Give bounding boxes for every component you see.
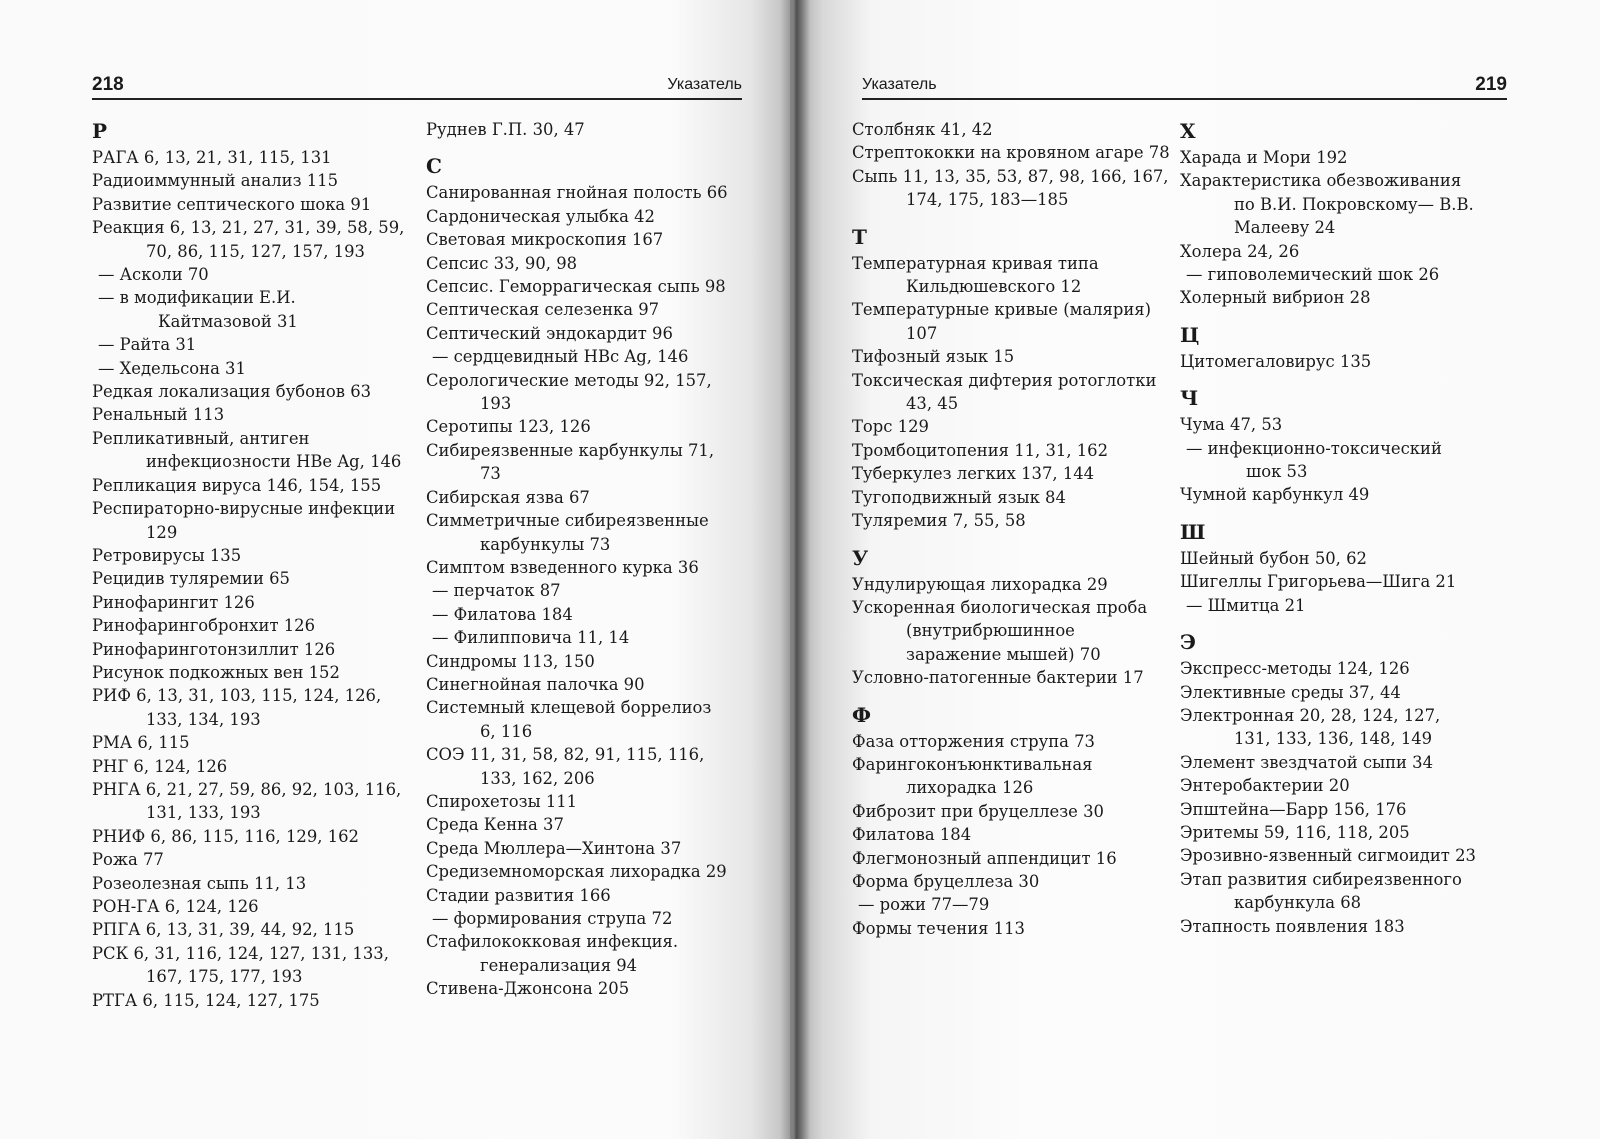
index-entry: Симметричные сибиреязвенные карбункулы 73 [426, 511, 709, 554]
index-entry: Синдромы 113, 150 [426, 651, 595, 671]
index-entry: Формы течения 113 [852, 918, 1025, 938]
index-entry: Экспресс-методы 124, 126 [1180, 659, 1410, 679]
section-letter: Ш [1180, 519, 1206, 544]
index-entry: Стафилококковая инфекция. генерализация 94 [426, 932, 679, 975]
section-letter: С [426, 154, 442, 179]
index-entry: Эрозивно-язвенный сигмоидит 23 [1180, 846, 1476, 866]
index-entry: Ринофарингобронхит 126 [92, 616, 316, 636]
index-entry: Этап развития сибиреязвенного карбункула 68 [1180, 869, 1462, 913]
left-running-title: Указатель [667, 76, 742, 93]
index-entry: Температурная кривая типа Кильдюшевского 12 [852, 253, 1099, 297]
index-entry: Электронная 20, 28, 124, 127, 131, 133, 136, 148, 149 [1180, 705, 1441, 749]
right-page-number: 219 [1475, 74, 1507, 95]
index-entry: РНИФ 6, 86, 115, 116, 129, 162 [92, 826, 359, 846]
index-entry: РОН-ГА 6, 124, 126 [92, 897, 259, 916]
index-entry: Руднев Г.П. 30, 47 [426, 120, 585, 139]
index-entry: Флегмонозный аппендицит 16 [852, 848, 1117, 868]
index-entry: Среда Кенна 37 [426, 815, 564, 835]
index-entry: Сепсис. Геморрагическая сыпь 98 [426, 277, 726, 297]
index-entry: Ундулирующая лихорадка 29 [852, 574, 1108, 594]
index-entry: Элективные среды 37, 44 [1180, 682, 1401, 702]
index-entry: Туберкулез легких 137, 144 [852, 464, 1095, 484]
index-entry: Симптом взведенного курка 36 [426, 557, 699, 577]
index-subentry: — Асколи 70 [98, 265, 209, 285]
index-entry: Холерный вибрион 28 [1180, 288, 1371, 308]
index-entry: Ускоренная биологическая проба (внутрибрюшинное заражение мышей) 70 [852, 597, 1148, 664]
section-letter: Р [92, 119, 108, 143]
index-entry: Условно-патогенные бактерии 17 [852, 668, 1144, 688]
index-entry: РАГА 6, 13, 21, 31, 115, 131 [92, 148, 332, 167]
index-entry: Ринофаринготонзиллит 126 [92, 639, 336, 659]
index-entry: Энтеробактерии 20 [1180, 776, 1350, 796]
index-entry: Системный клещевой боррелиоз 6, 116 [426, 698, 712, 741]
index-subentry: — сердцевидный HBc Ag, 146 [432, 347, 689, 367]
left-page-header [92, 70, 742, 100]
index-entry: РТГА 6, 115, 124, 127, 175 [92, 990, 320, 1010]
index-entry: Торс 129 [852, 417, 929, 437]
index-entry: Цитомегаловирус 135 [1180, 351, 1372, 371]
index-entry: Туляремия 7, 55, 58 [852, 511, 1026, 531]
index-entry: СОЭ 11, 31, 58, 82, 91, 115, 116, 133, 162, 206 [426, 745, 705, 788]
index-column-2 [426, 118, 732, 1001]
index-column-3 [852, 118, 1170, 940]
index-entry: РИФ 6, 13, 31, 103, 115, 124, 126, 133, 134, 193 [92, 686, 382, 729]
index-entry: Форма бруцеллеза 30 [852, 871, 1040, 891]
index-subentry: — в модификации Е.И. Кайтмазовой 31 [98, 288, 298, 331]
index-entry: Ретровирусы 135 [92, 545, 242, 565]
index-subentry: — инфекционно-токсический шок 53 [1186, 438, 1442, 482]
index-entry: Тифозный язык 15 [852, 347, 1015, 367]
index-entry: Сепсис 33, 90, 98 [426, 253, 578, 273]
index-entry: Холера 24, 26 [1180, 241, 1300, 261]
index-entry: Радиоиммунный анализ 115 [92, 171, 339, 191]
index-entry: Септическая селезенка 97 [426, 300, 660, 320]
index-subentry: — рожи 77—79 [858, 895, 990, 915]
index-entry: Синегнойная палочка 90 [426, 674, 645, 694]
index-entry: Репликация вируса 146, 154, 155 [92, 475, 382, 495]
index-entry: Ринофарингит 126 [92, 592, 255, 612]
index-subentry: — Райта 31 [98, 335, 197, 355]
index-entry: Респираторно-вирусные инфекции 129 [92, 499, 396, 542]
index-entry: Сардоническая улыбка 42 [426, 206, 655, 226]
index-entry: Токсическая дифтерия ротоглотки 43, 45 [852, 370, 1157, 414]
index-subentry: — Шмитца 21 [1186, 595, 1306, 615]
section-letter: Ф [852, 702, 871, 727]
index-entry: Редкая локализация бубонов 63 [92, 382, 372, 402]
index-entry: РМА 6, 115 [92, 733, 190, 753]
right-page-header [862, 70, 1507, 100]
index-entry: Репликативный, антиген инфекциозности HBe Ag, 146 [92, 428, 402, 472]
section-letter: Э [1180, 630, 1196, 655]
index-entry: Световая микроскопия 167 [426, 230, 664, 250]
index-entry: Сибирская язва 67 [426, 487, 590, 507]
index-entry: Эритемы 59, 116, 118, 205 [1180, 822, 1410, 842]
index-entry: Характеристика обезвоживания по В.И. Покровскому— В.В. Малееву 24 [1180, 171, 1474, 238]
index-entry: Фиброзит при бруцеллезе 30 [852, 801, 1104, 821]
section-letter: Т [852, 224, 867, 249]
index-entry: Рецидив туляремии 65 [92, 569, 290, 589]
right-running-title: Указатель [862, 76, 937, 93]
index-entry: Харада и Мори 192 [1180, 148, 1348, 167]
index-subentry: — формирования струпа 72 [432, 909, 673, 928]
index-entry: Спирохетозы 111 [426, 791, 578, 811]
section-letter: Ч [1180, 386, 1199, 411]
index-entry: Тромбоцитопения 11, 31, 162 [852, 440, 1109, 460]
section-letter: Ц [1180, 322, 1200, 347]
index-entry: Розеолезная сыпь 11, 13 [92, 873, 307, 893]
book-spine [780, 0, 810, 1139]
index-entry: Чумной карбункул 49 [1180, 485, 1370, 505]
index-entry: Средиземноморская лихорадка 29 [426, 862, 727, 882]
index-subentry: — перчаток 87 [432, 581, 561, 601]
index-entry: Элемент звездчатой сыпи 34 [1180, 752, 1434, 772]
index-entry: Реакция 6, 13, 21, 27, 31, 39, 58, 59, 70, 86, 115, 127, 157, 193 [92, 218, 405, 261]
index-entry: РСК 6, 31, 116, 124, 127, 131, 133, 167, 175, 177, 193 [92, 943, 389, 987]
section-letter: Х [1180, 119, 1196, 143]
index-entry: РПГА 6, 13, 31, 39, 44, 92, 115 [92, 920, 355, 940]
index-entry: Септический эндокардит 96 [426, 323, 673, 343]
index-entry: Санированная гнойная полость 66 [426, 183, 728, 203]
index-column-1 [92, 118, 412, 1012]
index-entry: Фарингоконъюнктивальная лихорадка 126 [852, 754, 1093, 798]
index-entry: РНГ 6, 124, 126 [92, 756, 228, 776]
index-entry: Стивена-Джонсона 205 [426, 979, 630, 999]
index-subentry: — Хедельсона 31 [98, 358, 246, 378]
index-entry: Чума 47, 53 [1180, 415, 1283, 435]
index-entry: Эпштейна—Барр 156, 176 [1180, 799, 1407, 819]
index-entry: Шигеллы Григорьева—Шига 21 [1180, 572, 1457, 592]
index-column-4 [1180, 118, 1480, 938]
index-entry: Столбняк 41, 42 [852, 120, 993, 139]
index-entry: РНГА 6, 21, 27, 59, 86, 92, 103, 116, 131, 133, 193 [92, 779, 402, 823]
section-letter: У [852, 545, 869, 570]
index-subentry: — гиповолемический шок 26 [1186, 265, 1440, 285]
index-entry: Стрептококки на кровяном агаре 78 [852, 143, 1170, 163]
index-entry: Этапность появления 183 [1180, 916, 1405, 936]
index-subentry: — Филатова 184 [432, 604, 573, 624]
index-entry: Ренальный 113 [92, 405, 225, 425]
index-entry: Тугоподвижный язык 84 [852, 487, 1066, 507]
index-entry: Среда Мюллера—Хинтона 37 [426, 838, 682, 858]
index-entry: Развитие септического шока 91 [92, 194, 372, 214]
index-entry: Серотипы 123, 126 [426, 417, 591, 437]
index-entry: Температурные кривые (малярия) 107 [852, 300, 1152, 343]
index-entry: Стадии развития 166 [426, 885, 611, 905]
index-entry: Шейный бубон 50, 62 [1180, 548, 1367, 568]
index-entry: Сибиреязвенные карбункулы 71, 73 [426, 440, 715, 484]
left-page-number: 218 [92, 74, 124, 95]
index-entry: Рожа 77 [92, 850, 164, 870]
index-entry: Рисунок подкожных вен 152 [92, 662, 340, 682]
index-entry: Сыпь 11, 13, 35, 53, 87, 98, 166, 167, 174, 175, 183—185 [852, 166, 1169, 210]
index-entry: Филатова 184 [852, 825, 972, 845]
index-entry: Фаза отторжения струпа 73 [852, 731, 1095, 751]
index-subentry: — Филипповича 11, 14 [432, 628, 630, 648]
index-entry: Серологические методы 92, 157, 193 [426, 370, 712, 414]
